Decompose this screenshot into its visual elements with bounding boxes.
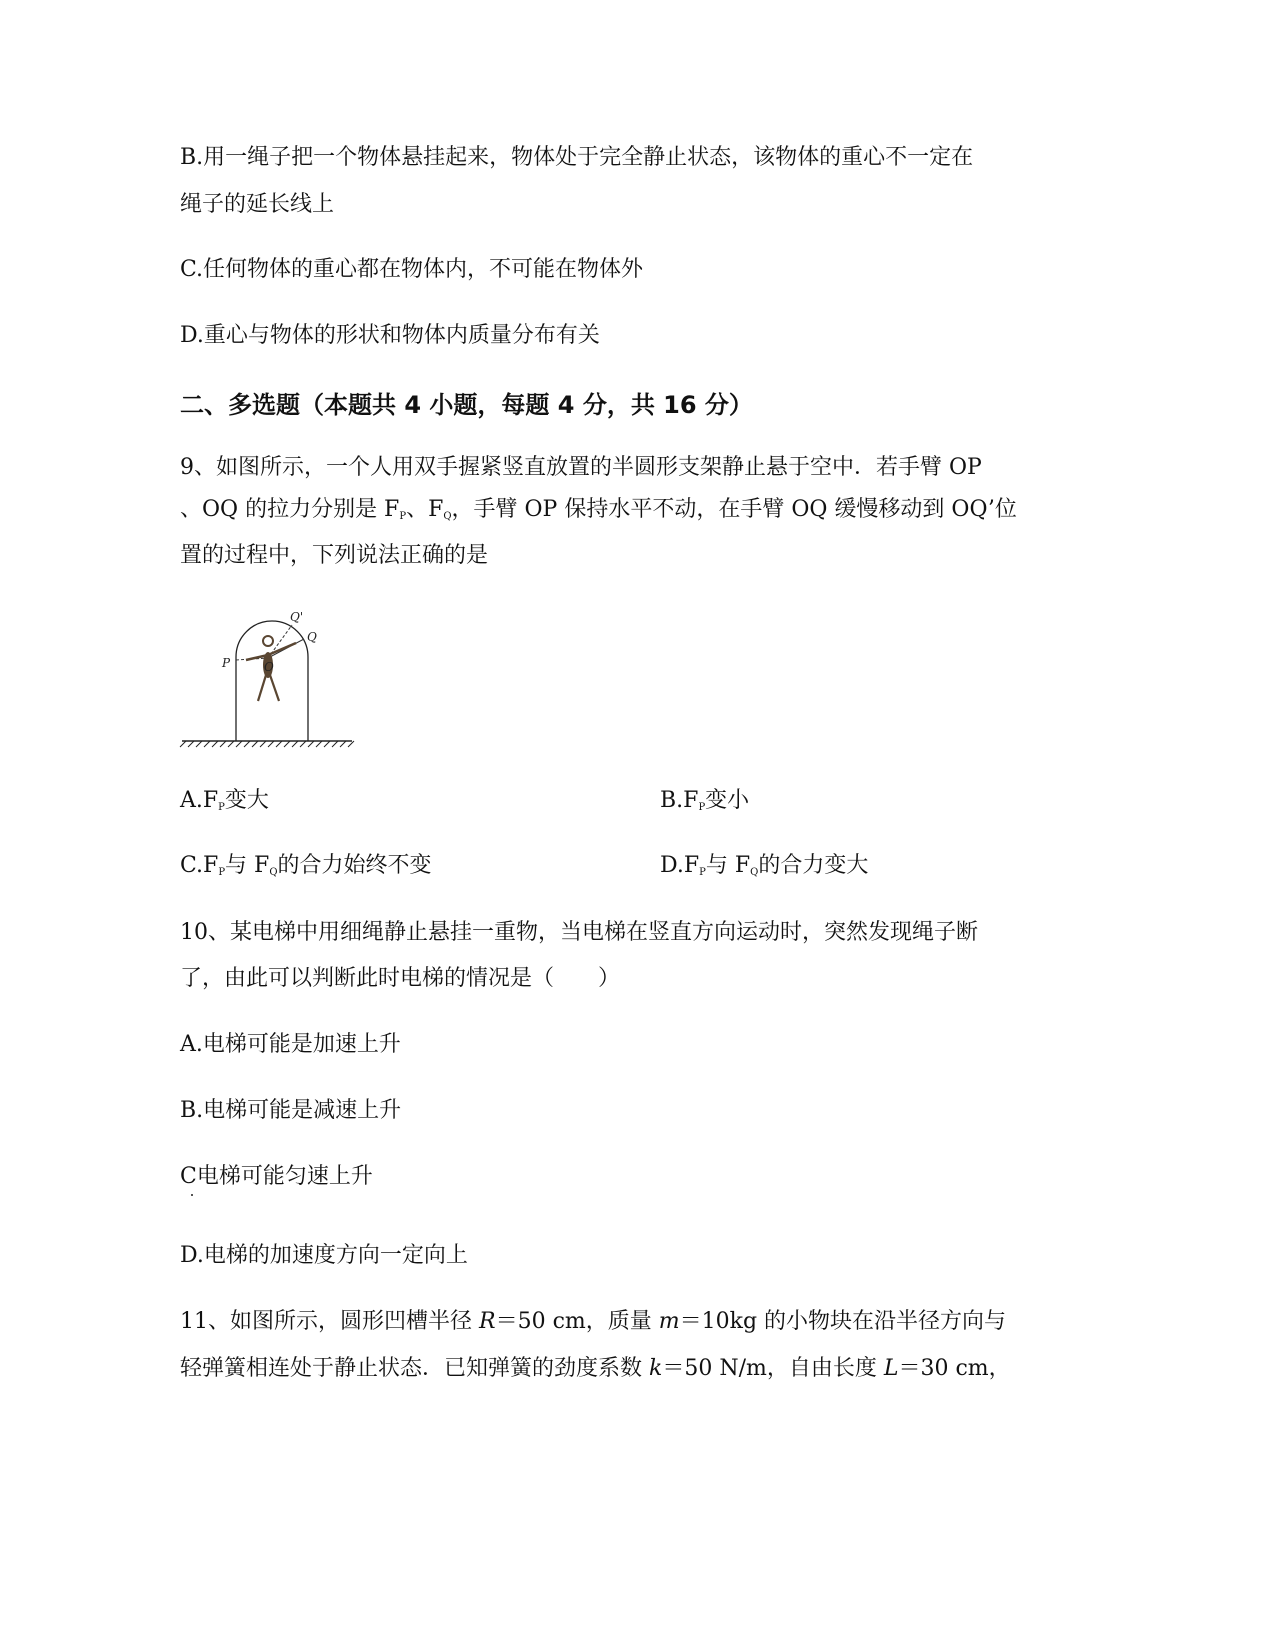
q9-option-b: $B.F_P$变小: [660, 788, 750, 813]
q9-stem-line2: 、OQ 的拉力分别是 $F_P$、$F_Q$，手臂 OP 保持水平不动，在手臂 OQ 缓慢移动到 OQ’位: [180, 497, 1017, 522]
stray-dot: [191, 1194, 193, 1196]
q9-figure: [178, 605, 358, 750]
q10-option-a: A.电梯可能是加速上升: [180, 1032, 401, 1057]
q8-option-c: C.任何物体的重心都在物体内，不可能在物体外: [180, 257, 644, 282]
q10-stem-line2: 了，由此可以判断此时电梯的情况是（ ）: [180, 966, 621, 991]
q10-option-d: D.电梯的加速度方向一定向上: [180, 1243, 468, 1268]
figure-label-q-prime: Q': [290, 610, 304, 624]
q9-option-c: $C.F_P$与 $F_Q$的合力始终不变: [180, 853, 432, 878]
q10-option-b: B.电梯可能是减速上升: [180, 1098, 402, 1123]
q9-option-a: $A.F_P$变大: [180, 788, 269, 813]
q10-stem-line1: 10、某电梯中用细绳静止悬挂一重物，当电梯在竖直方向运动时，突然发现绳子断: [180, 920, 978, 945]
section-heading: 二、多选题（本题共 4 小题，每题 4 分，共 16 分）: [180, 391, 753, 419]
figure-label-q: Q: [307, 630, 317, 644]
q11-stem-line1: 11、如图所示，圆形凹槽半径 R＝50 cm，质量 m＝10kg 的小物块在沿半径方向与: [180, 1309, 1007, 1334]
q11-stem-line2: 轻弹簧相连处于静止状态．已知弹簧的劲度系数 k＝50 N/m，自由长度 L＝30 cm，: [180, 1356, 1011, 1381]
figure-label-o: O: [264, 660, 274, 674]
q8-option-b-line2: 绳子的延长线上: [180, 192, 335, 217]
q9-option-d: $D.F_P$与 $F_Q$的合力变大: [660, 853, 869, 878]
q9-stem-line3: 置的过程中，下列说法正确的是: [180, 543, 489, 568]
q10-option-c: C电梯可能匀速上升: [180, 1164, 373, 1189]
q8-option-d: D.重心与物体的形状和物体内质量分布有关: [180, 323, 600, 348]
figure-label-p: P: [222, 656, 231, 670]
q9-stem-line1: 9、如图所示，一个人用双手握紧竖直放置的半圆形支架静止悬于空中．若手臂 OP: [180, 455, 982, 480]
q8-option-b-line1: B.用一绳子把一个物体悬挂起来，物体处于完全静止状态，该物体的重心不一定在: [180, 145, 974, 170]
